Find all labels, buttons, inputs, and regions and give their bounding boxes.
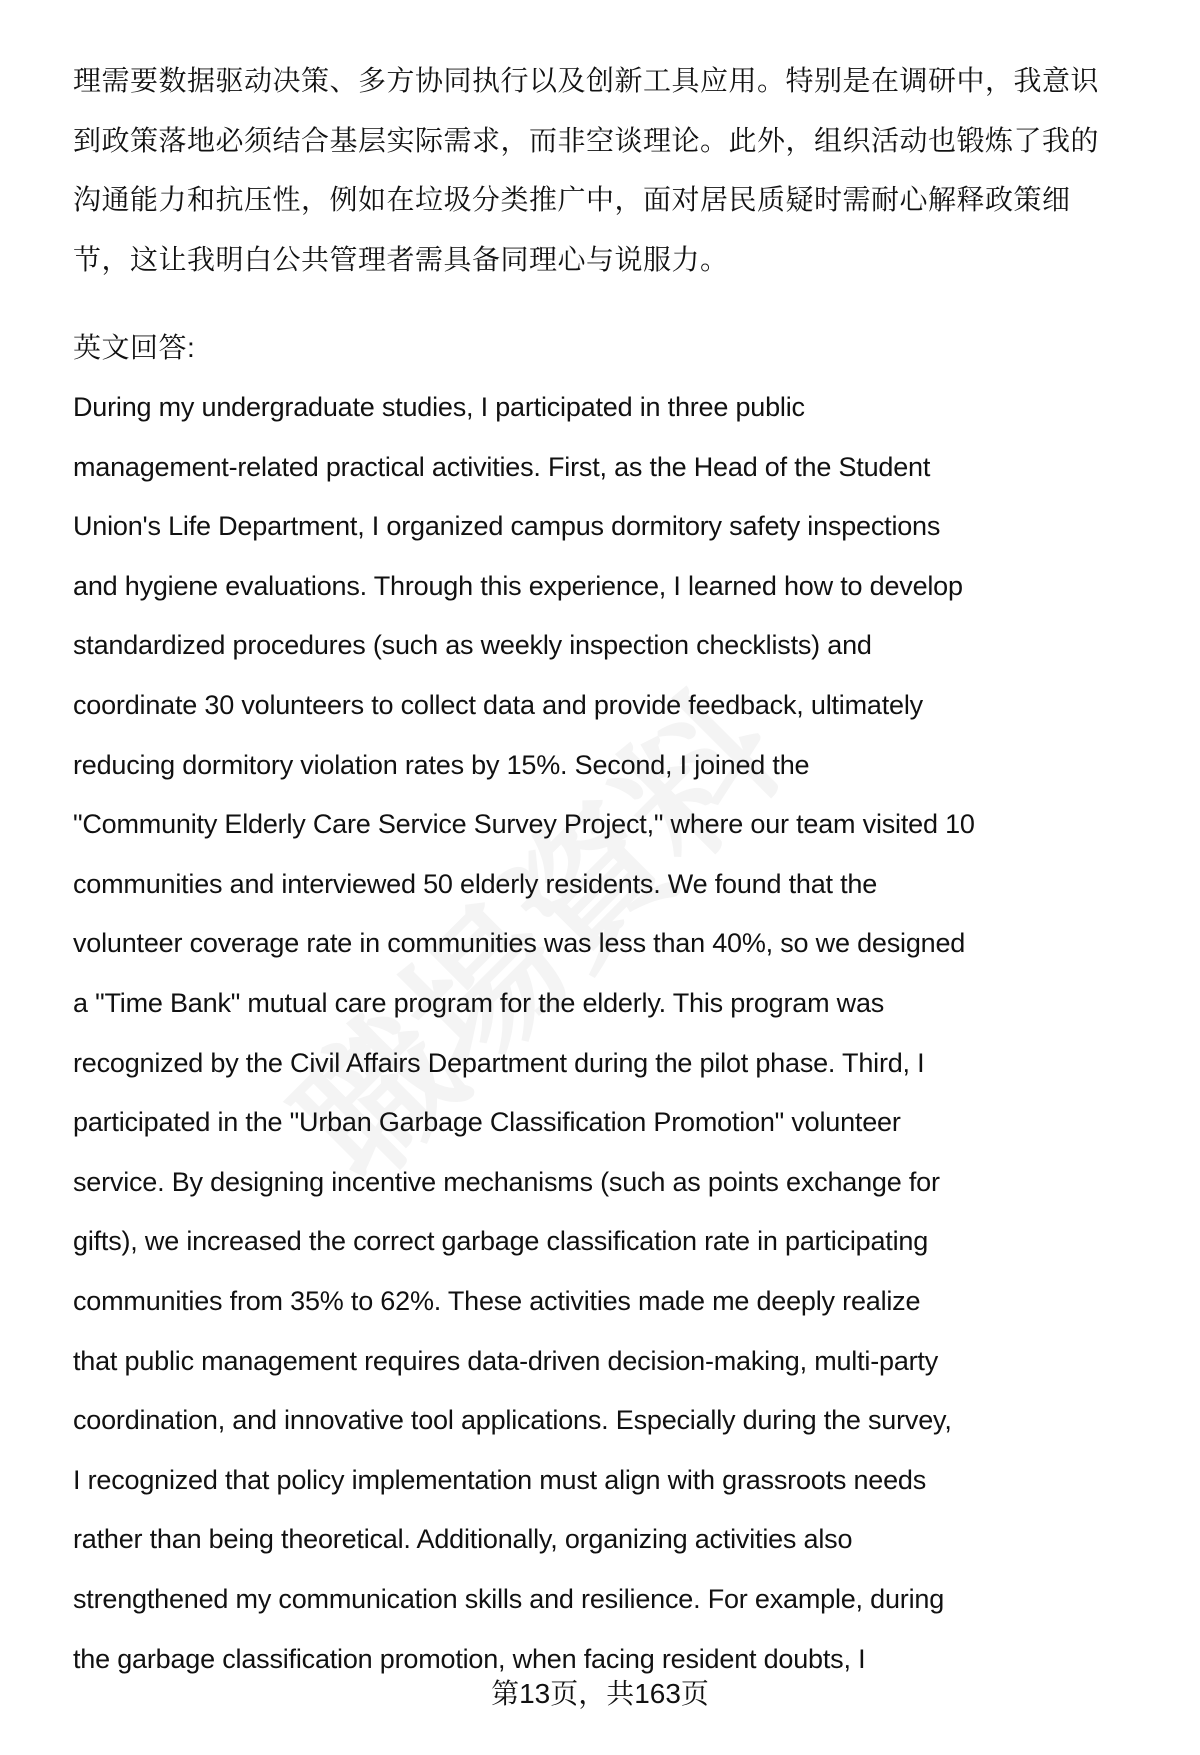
english-answer-line: and hygiene evaluations. Through this experience, I learned how to develop [73,570,963,601]
english-answer-line: volunteer coverage rate in communities was less than 40%, so we designed [73,928,966,959]
english-answer-line: service. By designing incentive mechanisms (such as points exchange for [73,1166,940,1197]
english-answer-line: communities from 35% to 62%. These activities made me deeply realize [73,1286,921,1316]
english-answer-line: I recognized that policy implementation must align with grassroots needs [73,1464,927,1495]
english-answer-line: reducing dormitory violation rates by 15%. Second, I joined the [73,749,810,780]
english-answer-line: the garbage classification promotion, when facing resident doubts, I [73,1643,866,1674]
english-answer-line: coordinate 30 volunteers to collect data and provide feedback, ultimately [73,690,923,720]
english-answer-line: that public management requires data-driven decision-making, multi-party [73,1345,939,1376]
english-answer-line: management-related practical activities. First, as the Head of the Student [73,451,931,482]
english-answer-line: rather than being theoretical. Additionally, organizing activities also [73,1524,853,1555]
chinese-answer-line: 节，这让我明白公共管理者需具备同理心与说服力。 [73,243,729,275]
english-answer-line: communities and interviewed 50 elderly residents. We found that the [73,868,878,899]
english-answer-heading: 英文回答: [73,332,196,363]
english-answer-line: a "Time Bank" mutual care program for the elderly. This program was [73,988,885,1018]
chinese-answer-line: 沟通能力和抗压性，例如在垃圾分类推广中，面对居民质疑时需耐心解释政策细 [73,184,1071,216]
english-answer-line: "Community Elderly Care Service Survey Project," where our team visited 10 [73,809,975,840]
chinese-answer-line: 到政策落地必须结合基层实际需求，而非空谈理论。此外，组织活动也锻炼了我的 [73,124,1100,156]
english-answer-line: standardized procedures (such as weekly inspection checklists) and [73,630,872,661]
english-answer-line: Union's Life Department, I organized campus dormitory safety inspections [73,511,941,542]
english-answer-line: gifts), we increased the correct garbage classification rate in participating [73,1226,929,1257]
english-answer-line: strengthened my communication skills and resilience. For example, during [73,1584,945,1614]
english-answer-line: recognized by the Civil Affairs Department during the pilot phase. Third, I [73,1047,925,1078]
chinese-answer-line: 理需要数据驱动决策、多方协同执行以及创新工具应用。特别是在调研中，我意识 [73,65,1100,96]
english-answer-line: participated in the "Urban Garbage Classification Promotion" volunteer [73,1107,901,1138]
english-answer-line: coordination, and innovative tool applications. Especially during the survey, [73,1405,952,1436]
english-answer-line: During my undergraduate studies, I participated in three public [73,392,805,422]
page-number-footer: 第13页，共163页 [491,1678,709,1709]
